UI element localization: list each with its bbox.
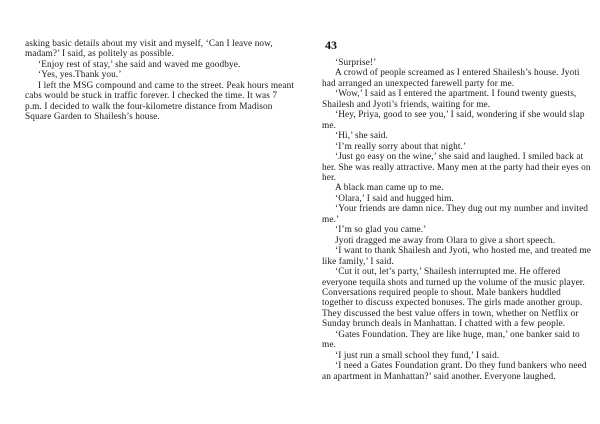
text-line: ‘Olara,’ I said and hugged him. [335, 193, 454, 204]
text-line: ‘Just go easy on the wine,’ she said and laughed. I smiled back at [335, 152, 584, 163]
text-line: Conversations required people to shout. Male bankers huddled [322, 287, 561, 298]
text-line: ‘I need a Gates Foundation grant. Do they fund bankers who need [335, 361, 587, 372]
text-line: together to discuss expected bonuses. The girls made another group. [322, 298, 583, 309]
text-line: A crowd of people screamed as I entered Shailesh’s house. Jyoti [335, 68, 580, 79]
text-line: I left the MSG compound and came to the street. Peak hours meant [38, 80, 295, 91]
text-line: ‘Your friends are damn nice. They dug out my number and invited [335, 204, 589, 215]
left-page-text [25, 39, 297, 123]
text-line: ‘Surprise!’ [335, 58, 377, 68]
chapter-number: 43 [325, 38, 337, 52]
text-line: ‘Gates Foundation. They are like huge, man,’ one banker said to [335, 329, 580, 340]
text-line: everyone tequila shots and turned up the volume of the music player. [322, 277, 585, 288]
text-line: me. [322, 340, 336, 351]
text-line: ‘Wow,’ I said as I entered the apartment. I found twenty guests, [335, 89, 577, 100]
text-line: had arranged an unexpected farewell party for me. [322, 78, 515, 89]
text-line: ‘I just run a small school they fund,’ I said. [335, 350, 500, 361]
text-line: Shailesh and Jyoti’s friends, waiting for me. [322, 99, 491, 110]
text-line: me.’ [322, 214, 340, 225]
text-line: her. She was really attractive. Many men at the party had their eyes on [322, 162, 591, 173]
text-line: ‘I’m so glad you came.’ [335, 225, 427, 236]
text-line: cabs would be stuck in traffic forever. I checked the time. It was 7 [25, 91, 278, 102]
right-page-text [322, 58, 590, 382]
text-line: Square Garden to Shailesh’s house. [25, 112, 160, 123]
text-line: ‘Cut it out, let’s party,’ Shailesh interrupted me. He offered [335, 267, 561, 278]
text-line: A black man came up to me. [335, 183, 444, 194]
text-line: asking basic details about my visit and myself, ‘Can I leave now, [25, 39, 273, 49]
text-line: ‘Yes, yes.Thank you.’ [38, 70, 122, 81]
text-line: p.m. I decided to walk the four-kilometre distance from Madison [25, 101, 273, 112]
text-line: Jyoti dragged me away from Olara to give a short speech. [335, 235, 556, 246]
text-line: ‘Hi,’ she said. [335, 131, 388, 142]
text-line: Sunday brunch deals in Manhattan. I chatted with a few people. [322, 319, 566, 330]
text-line: ‘I’m really sorry about that night.’ [335, 141, 467, 152]
text-line: me. [322, 120, 336, 131]
text-line: ‘Hey, Priya, good to see you,’ I said, wondering if she would slap [335, 110, 585, 121]
text-line: an apartment in Manhattan?’ said another. Everyone laughed. [322, 371, 556, 382]
text-line: madam?’ I said, as politely as possible. [25, 49, 174, 60]
text-line: ‘Enjoy rest of stay,’ she said and waved me goodbye. [38, 59, 241, 70]
text-line: like family,’ I said. [322, 256, 394, 267]
text-line: They discussed the best value offers in town, whether on Netflix or [322, 308, 579, 319]
text-line: her. [322, 172, 337, 183]
text-line: ‘I want to thank Shailesh and Jyoti, who hosted me, and treated me [335, 246, 592, 257]
